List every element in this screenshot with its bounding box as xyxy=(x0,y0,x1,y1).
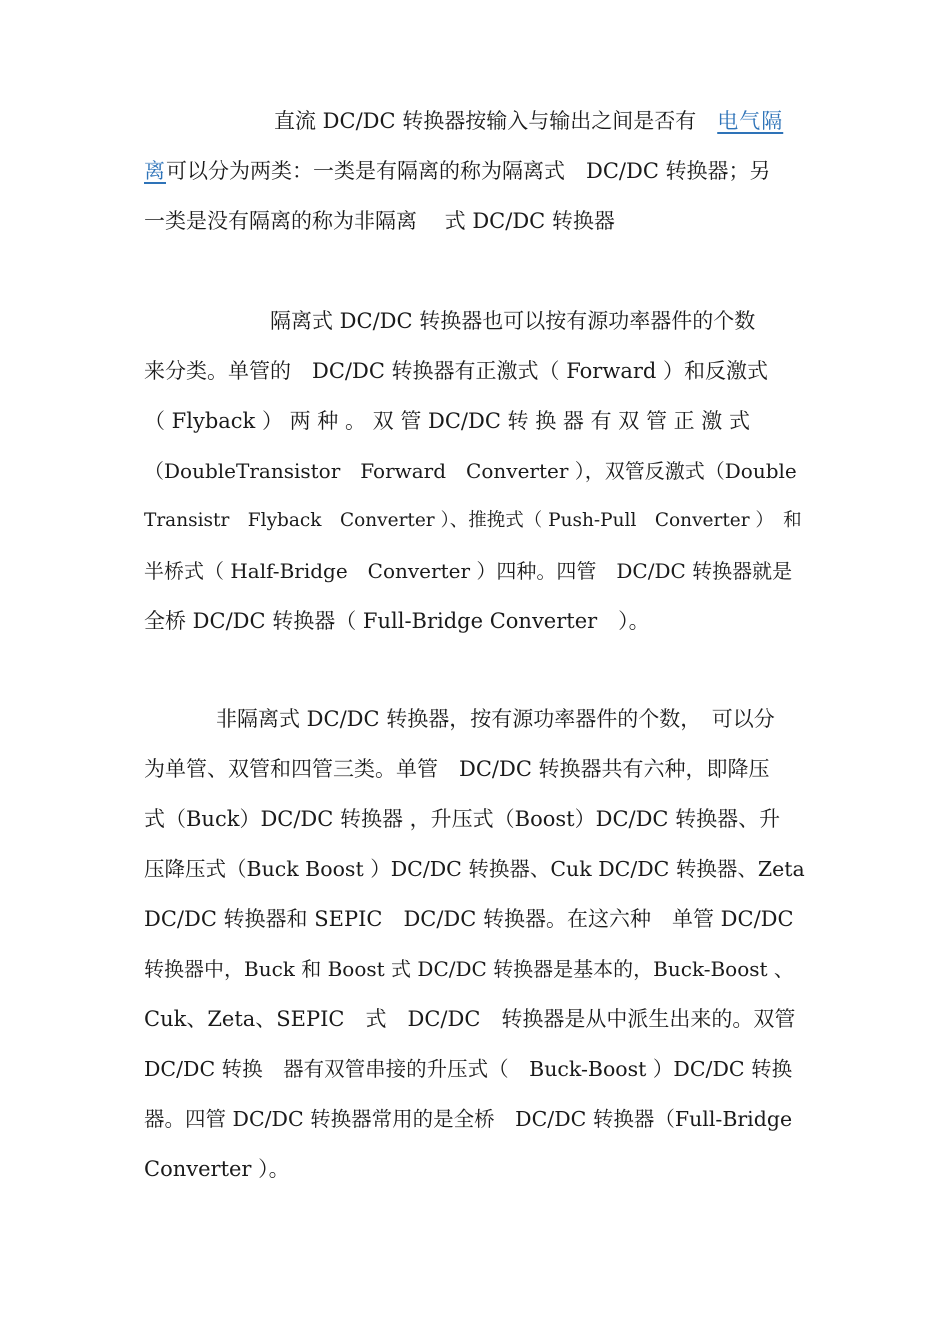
p2-line-5: Transistr Flyback Converter ）、推挽式（ Push-Pull Converter ） 和 xyxy=(144,510,802,531)
p2-line-4: （DoubleTransistor Forward Converter ），双管反激式（Double xyxy=(144,459,797,483)
p3-line-3: 式（Buck）DC/DC 转换器 ，升压式（Boost）DC/DC 转换器、升 xyxy=(144,807,781,831)
p3-line-2: 为单管、双管和四管三类。单管 DC/DC 转换器共有六种，即降压 xyxy=(144,757,770,781)
p1-line-3: 一类是没有隔离的称为非隔离 式 DC/DC 转换器 xyxy=(144,209,615,233)
p3-line-9: 器。四管 DC/DC 转换器常用的是全桥 DC/DC 转换器（Full-Bridge xyxy=(144,1107,793,1131)
p3-line-6: 转换器中，Buck 和 Boost 式 DC/DC 转换器是基本的，Buck-Boost 、 xyxy=(144,957,794,981)
p3-line-8: DC/DC 转换 器有双管串接的升压式（ Buck-Boost ）DC/DC 转换 xyxy=(144,1057,793,1081)
p1-line-1 xyxy=(274,106,814,136)
electrical-isolation-link-continued[interactable]: 离 xyxy=(144,159,166,183)
p1-line-2 xyxy=(144,156,806,186)
p2-line-6: 半桥式（ Half-Bridge Converter ）四种。四管 DC/DC 转换器就是 xyxy=(144,559,793,583)
p3-line-10: Converter ）。 xyxy=(144,1157,290,1181)
p2-line-3: （ Flyback ） 两 种 。 双 管 DC/DC 转 换 器 有 双 管 正 激 式 xyxy=(144,409,750,433)
p3-line-1: 非隔离式 DC/DC 转换器，按有源功率器件的个数， 可以分 xyxy=(216,707,775,731)
p2-line-2: 来分类。单管的 DC/DC 转换器有正激式（ Forward ）和反激式 xyxy=(144,359,768,383)
p3-line-7: Cuk、Zeta、SEPIC 式 DC/DC 转换器是从中派生出来的。双管 xyxy=(144,1007,796,1031)
p3-line-5: DC/DC 转换器和 SEPIC DC/DC 转换器。在这六种 单管 DC/DC xyxy=(144,907,794,931)
p3-line-4: 压降压式（Buck Boost ）DC/DC 转换器、Cuk DC/DC 转换器、Zeta xyxy=(144,857,805,881)
electrical-isolation-link[interactable]: 电气隔 xyxy=(717,109,784,133)
p2-line-7: 全桥 DC/DC 转换器（ Full-Bridge Converter ）。 xyxy=(144,609,650,633)
p2-line-1: 隔离式 DC/DC 转换器也可以按有源功率器件的个数 xyxy=(270,309,756,333)
p1-line-2-text: 可以分为两类：一类是有隔离的称为隔离式 DC/DC 转换器；另 xyxy=(166,159,771,183)
p1-line-1-text: 直流 DC/DC 转换器按输入与输出之间是否有 xyxy=(274,109,697,133)
